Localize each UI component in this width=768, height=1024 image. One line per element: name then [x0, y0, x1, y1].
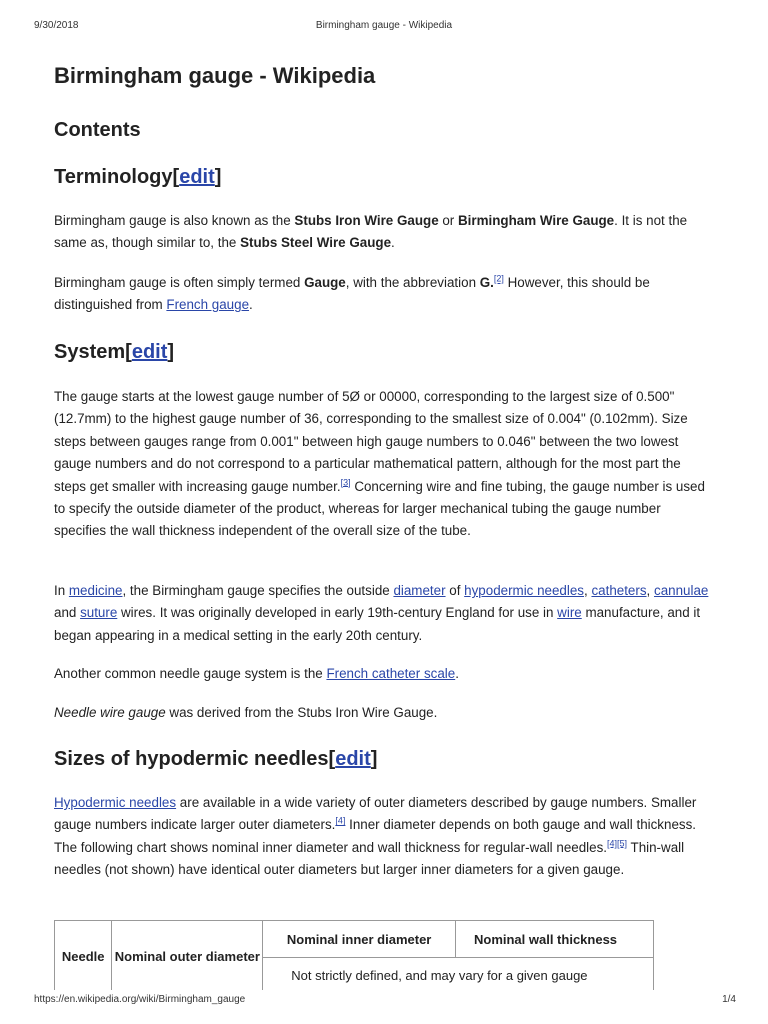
- edit-bracket-open: [: [172, 166, 180, 188]
- link-suture[interactable]: suture: [80, 605, 118, 621]
- edit-bracket-close: ]: [214, 166, 222, 188]
- text: was derived from the Stubs Iron Wire Gauge.: [165, 705, 438, 720]
- text: manufacture, and it began appearing in a medical setting in the early 20th century.: [54, 605, 701, 643]
- section-title: Terminology: [54, 166, 173, 188]
- text: and: [54, 605, 81, 621]
- text: The gauge starts at the lowest gauge number of 5Ø or 00000, corresponding to the largest size of 0.500" (12.7mm) to the highest gauge number of 36, corresponding to the smallest size of 0.004" (0.102mm). Size steps between gauges range from 0.001" between high gauge numbers to 0.046" between the two lowest gauge numbers and do not correspond to a particular mathematical pattern, although for the most part the steps get smaller with increasing gauge number.: [54, 389, 688, 494]
- page-title: Birmingham gauge - Wikipedia: [54, 63, 376, 88]
- link-medicine[interactable]: medicine: [68, 583, 123, 598]
- paragraph-system-1: [54, 386, 714, 543]
- text: , with the abbreviation: [345, 275, 480, 290]
- text: ,: [584, 583, 592, 598]
- paragraph-terminology-1: [54, 210, 714, 255]
- text: wires. It was originally developed in early 19th-century England for use in: [117, 605, 558, 621]
- reference-link[interactable]: [4]: [335, 815, 346, 826]
- bold-term: Birmingham Wire Gauge: [458, 213, 615, 228]
- text: Inner diameter depends on both gauge and wall thickness. The following chart shows nominal inner diameter and wall thickness for regular-wall needles.: [54, 817, 697, 855]
- text: .: [455, 666, 459, 681]
- text: of: [445, 583, 465, 598]
- text: Another common needle gauge system is the: [54, 666, 327, 681]
- edit-bracket-close: ]: [167, 341, 175, 363]
- bold-term: Stubs Iron Wire Gauge: [294, 213, 439, 228]
- link-catheters[interactable]: catheters: [591, 583, 647, 598]
- edit-bracket-open: [: [125, 341, 132, 363]
- contents-heading: Contents: [54, 119, 141, 141]
- text: are available in a wide variety of outer diameters described by gauge numbers. Smaller gauge numbers indicate larger outer diameters.: [54, 795, 697, 833]
- print-url: https://en.wikipedia.org/wiki/Birmingham_gauge: [34, 994, 246, 1005]
- text: Birmingham gauge is often simply termed: [54, 275, 305, 290]
- section-heading-system: [54, 338, 174, 366]
- print-title: Birmingham gauge - Wikipedia: [315, 20, 453, 31]
- text: .: [391, 235, 395, 251]
- text: or: [438, 213, 458, 228]
- link-wire[interactable]: wire: [557, 605, 582, 621]
- article-body: [54, 60, 714, 878]
- link-hypodermic-needles[interactable]: hypodermic needles: [464, 583, 584, 598]
- print-date: 9/30/2018: [34, 20, 79, 31]
- text: Birmingham gauge is also known as the: [54, 213, 295, 228]
- paragraph-system-2: [54, 580, 714, 647]
- paragraph-sizes-1: [54, 792, 714, 882]
- bold-term: G.: [479, 275, 494, 290]
- text: However, this should be distinguished from: [54, 275, 650, 313]
- paragraph-system-3: [54, 663, 714, 685]
- link-cannulae[interactable]: cannulae: [654, 583, 709, 598]
- section-title: System: [54, 341, 126, 363]
- edit-bracket-open: [: [328, 748, 336, 770]
- page-number: 1/4: [722, 994, 736, 1005]
- bold-term: Gauge: [304, 275, 346, 290]
- edit-link-terminology[interactable]: edit: [179, 166, 215, 188]
- needle-sizes-table: [54, 920, 654, 990]
- edit-bracket-close: ]: [370, 748, 378, 770]
- reference-link[interactable]: [2]: [493, 273, 504, 284]
- edit-link-sizes[interactable]: edit: [335, 748, 371, 770]
- link-hypodermic-needles-2[interactable]: Hypodermic needles: [54, 795, 177, 810]
- bold-term: Stubs Steel Wire Gauge: [240, 235, 392, 251]
- text: Thin-wall needles (not shown) have identical outer diameters but larger inner diameters for a given gauge.: [54, 839, 685, 878]
- col-header-wall-thickness: Nominal wall thickness: [455, 921, 653, 958]
- paragraph-terminology-2: [54, 272, 714, 317]
- link-french-gauge[interactable]: French gauge: [166, 297, 250, 313]
- paragraph-system-4: [54, 702, 714, 724]
- section-heading-terminology: [54, 163, 221, 191]
- text: In: [54, 583, 69, 598]
- link-french-catheter-scale[interactable]: French catheter scale: [326, 666, 456, 681]
- reference-link[interactable]: [3]: [340, 477, 351, 488]
- col-header-outer-diameter: Nominal outer diameter: [112, 921, 263, 991]
- col-header-inner-diameter: Nominal inner diameter: [263, 921, 456, 958]
- text: ,: [646, 583, 654, 598]
- col-header-needle: Needle: [55, 921, 112, 991]
- text: . It is not the same as, though similar to, the: [54, 213, 688, 251]
- section-title: Sizes of hypodermic needles: [54, 748, 329, 770]
- text: , the Birmingham gauge specifies the outside: [122, 583, 394, 598]
- text: .: [249, 297, 253, 313]
- link-diameter[interactable]: diameter: [393, 583, 446, 598]
- reference-link[interactable]: [4][5]: [607, 838, 628, 849]
- table-note: Not strictly defined, and may vary for a given gauge: [263, 958, 654, 991]
- edit-link-system[interactable]: edit: [131, 341, 168, 363]
- text: Concerning wire and fine tubing, the gauge number is used to specify the outside diameter of the product, whereas for larger mechanical tubing the gauge number specifies the wall thickness independent of the overall size of the tube.: [54, 478, 705, 539]
- italic-term: Needle wire gauge: [54, 705, 166, 720]
- section-heading-sizes: [54, 745, 377, 773]
